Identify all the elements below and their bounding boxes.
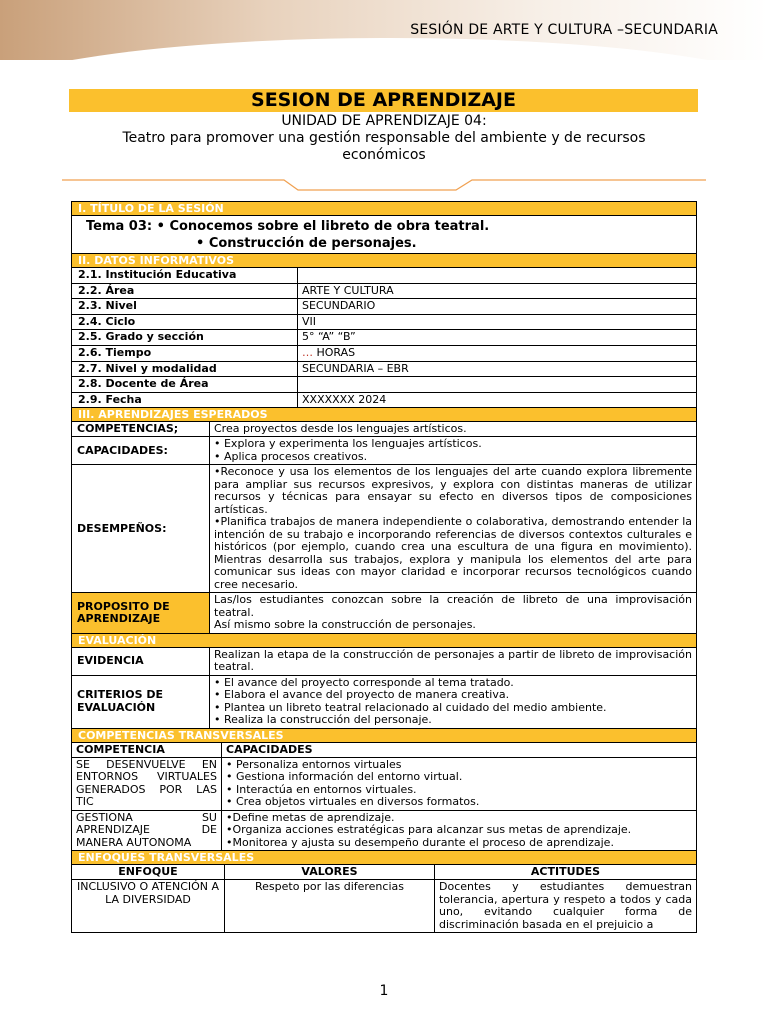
section-titulo: I. TÍTULO DE LA SESIÓN (72, 202, 696, 216)
datos-row: 2.2. Área ARTE Y CULTURA (72, 284, 696, 300)
datos-row: 2.4. Ciclo VII (72, 315, 696, 331)
section-aprendizajes: III. APRENDIZAJES ESPERADOS (72, 408, 696, 422)
page-title: SESION DE APRENDIZAJE (69, 89, 698, 112)
datos-row: 2.8. Docente de Área (72, 377, 696, 393)
section-datos: II. DATOS INFORMATIVOS (72, 254, 696, 268)
datos-row: 2.3. Nivel SECUNDARIO (72, 299, 696, 315)
section-evaluacion: EVALUACIÓN (72, 634, 696, 648)
competencias-row: COMPETENCIAS; Crea proyectos desde los lenguajes artísticos. (72, 422, 696, 437)
tema-block (72, 216, 696, 254)
tema-line-2: • Construcción de personajes. (196, 236, 417, 251)
datos-row: 2.5. Grado y sección 5° “A” “B” (72, 330, 696, 346)
tiempo-dots: … (302, 345, 313, 359)
tema-line-1: Tema 03: • Conocemos sobre el libreto de obra teatral. (86, 219, 490, 234)
unidad-subtitle: Teatro para promover una gestión responsable del ambiente y de recursos económicos (122, 130, 646, 163)
datos-row: 2.6. Tiempo … HORAS (72, 346, 696, 362)
transversales-row: SE DESENVUELVE EN ENTORNOS VIRTUALES GENERADOS POR LAS TIC • Personaliza entornos virtuales • Gestiona información del entorno virtual. • Interactúa en entornos virtuales. • Crea objetos virtuales en diversos formatos. (72, 758, 696, 811)
evidencia-row: EVIDENCIA Realizan la etapa de la construcción de personajes a partir de libreto de improvisación teatral. (72, 648, 696, 676)
session-table (71, 201, 697, 933)
datos-row: 2.9. Fecha XXXXXXX 2024 (72, 393, 696, 409)
section-transversales: COMPETENCIAS TRANSVERSALES (72, 729, 696, 743)
capacidades-row: CAPACIDADES: • Explora y experimenta los lenguajes artísticos. • Aplica procesos creativos. (72, 437, 696, 465)
datos-row: 2.7. Nivel y modalidad SECUNDARIA – EBR (72, 362, 696, 378)
datos-row: 2.1. Institución Educativa (72, 268, 696, 284)
enfoques-row: INCLUSIVO O ATENCIÓN A LA DIVERSIDAD Respeto por las diferencias Docentes y estudiantes demuestran tolerancia, apertura y respeto a todos y cada uno, evitando cualquier forma de discriminación basada en el prejuicio a (72, 880, 696, 932)
header-title: SESIÓN DE ARTE Y CULTURA –SECUNDARIA (410, 22, 718, 38)
page-number: 1 (379, 983, 389, 999)
section-enfoques: ENFOQUES TRANSVERSALES (72, 851, 696, 865)
unidad-heading: UNIDAD DE APRENDIZAJE 04: (281, 113, 487, 129)
enfoques-header: ENFOQUE VALORES ACTITUDES (72, 865, 696, 880)
decorative-divider (62, 178, 706, 192)
transversales-row: GESTIONA SU APRENDIZAJE DE MANERA AUTONOMA •Define metas de aprendizaje. •Organiza acciones estratégicas para alcanzar sus metas de aprendizaje. •Monitorea y ajusta su desempeño durante el proceso de aprendizaje. (72, 811, 696, 852)
desempenos-row: DESEMPEÑOS: •Reconoce y usa los elementos de los lenguajes del arte cuando explora libremente para ampliar sus recursos expresivos, y explora con distintas maneras de utilizar recursos y técnicas para ensayar su efecto en diversos tipos de composiciones artísticas. •Planifica trabajos de manera independiente o colaborativa, demostrando entender la intención de su trabajo e incorporando referencias de diversos contextos culturales e históricos (por ejemplo, cuando crea una escultura de una figura en movimiento). Mientras desarrolla sus trabajos, explora y manipula los elementos del arte para comunicar sus ideas con mayor claridad e incorporar recursos tecnológicos cuando cree necesario. (72, 465, 696, 593)
transversales-header: COMPETENCIA CAPACIDADES (72, 743, 696, 758)
criterios-row: CRITERIOS DE EVALUACIÓN • El avance del proyecto corresponde al tema tratado. • Elabora el avance del proyecto de manera creativa. • Plantea un libreto teatral relacionado al cuidado del medio ambiente. • Realiza la construcción del personaje. (72, 676, 696, 729)
proposito-row: PROPOSITO DE APRENDIZAJE Las/los estudiantes conozcan sobre la creación de libreto de una improvisación teatral. Así mismo sobre la construcción de personajes. (72, 593, 696, 634)
